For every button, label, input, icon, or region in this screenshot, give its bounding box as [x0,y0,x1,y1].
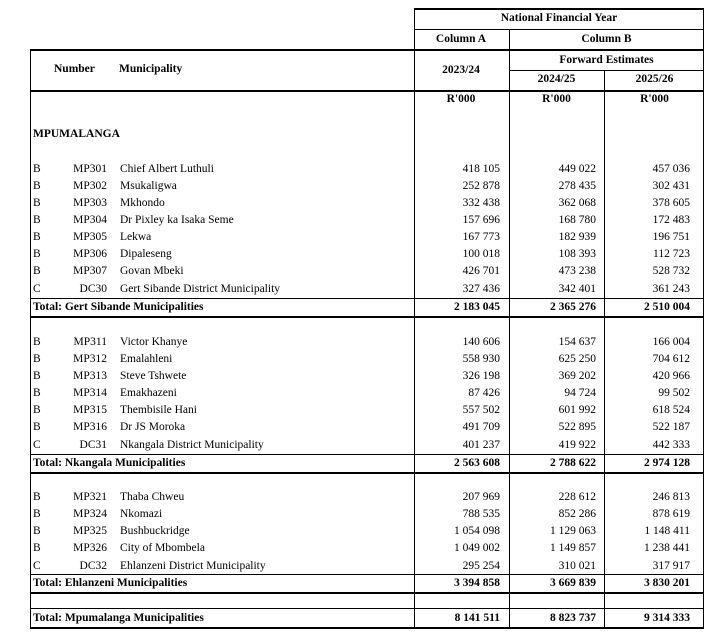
group-total-2023-24: 3 394 858 [454,577,500,589]
row-value-2025-26: 196 751 [652,231,690,243]
row-code: DC30 [79,283,107,295]
row-value-2025-26: 1 148 411 [644,525,690,537]
row-value-2024-25: 94 724 [564,387,596,399]
column-b-heading: Column B [581,33,632,45]
row-value-2024-25: 108 393 [558,248,596,260]
row-value-2023-24: 557 502 [462,404,500,416]
row-code: MP321 [73,491,107,503]
row-code: DC32 [79,560,107,572]
row-value-2024-25: 182 939 [558,231,596,243]
grand-total-bottom-rule [30,627,704,629]
row-municipality-name: Victor Khanye [120,336,188,348]
row-category: B [33,525,41,537]
total-top-rule [30,298,704,299]
row-value-2023-24: 1 054 098 [454,525,500,537]
row-value-2025-26: 302 431 [652,180,690,192]
row-value-2025-26: 457 036 [652,163,690,175]
row-category: B [33,421,41,433]
row-municipality-name: Dr Pixley ka Isaka Seme [120,214,234,226]
row-code: MP314 [73,387,107,399]
row-value-2024-25: 310 021 [558,560,596,572]
row-category: B [33,387,41,399]
row-value-2024-25: 473 238 [558,265,596,277]
group-total-2025-26: 3 830 201 [644,577,690,589]
row-value-2023-24: 326 198 [462,370,500,382]
row-value-2025-26: 528 732 [652,265,690,277]
forward-estimates-heading: Forward Estimates [559,54,654,66]
grand-total-label: Total: Mpumalanga Municipalities [33,612,204,624]
row-value-2024-25: 342 401 [558,283,596,295]
row-value-2024-25: 625 250 [558,353,596,365]
row-category: B [33,231,41,243]
row-value-2025-26: 112 723 [653,248,690,260]
row-value-2023-24: 788 535 [462,508,500,520]
row-municipality-name: Bushbuckridge [120,525,190,537]
row-municipality-name: Govan Mbeki [120,265,184,277]
row-category: B [33,248,41,260]
group-total-label: Total: Ehlanzeni Municipalities [33,577,188,589]
unit-label-b2: R'000 [640,93,669,105]
row-value-2024-25: 419 922 [558,439,596,451]
row-value-2023-24: 332 438 [462,197,500,209]
total-bottom-rule [30,592,704,594]
row-code: MP326 [73,542,107,554]
row-code: MP307 [73,265,107,277]
row-code: MP325 [73,525,107,537]
row-value-2025-26: 172 483 [652,214,690,226]
column-a-heading: Column A [435,33,487,45]
row-value-2024-25: 1 149 857 [550,542,596,554]
row-code: MP305 [73,231,107,243]
row-value-2025-26: 361 243 [652,283,690,295]
forward-estimates-rule [509,70,704,71]
row-municipality-name: Mkhondo [120,197,165,209]
row-value-2024-25: 362 068 [558,197,596,209]
municipality-heading: Municipality [119,63,183,75]
row-value-2025-26: 420 966 [652,370,690,382]
number-heading: Number [54,63,95,75]
group-total-2024-25: 2 365 276 [550,301,596,313]
row-municipality-name: Emalahleni [120,353,173,365]
row-value-2024-25: 369 202 [558,370,596,382]
row-category: B [33,197,41,209]
row-value-2025-26: 442 333 [652,439,690,451]
row-category: B [33,491,41,503]
row-value-2023-24: 295 254 [462,560,500,572]
row-value-2024-25: 168 780 [558,214,596,226]
national-financial-year-heading: National Financial Year [500,12,618,24]
unit-label-a: R'000 [446,93,476,105]
header-bottom-rule [30,90,704,92]
row-value-2024-25: 852 286 [558,508,596,520]
group-total-label: Total: Nkangala Municipalities [33,457,186,469]
row-municipality-name: Emakhazeni [120,387,177,399]
column-b-left-border [509,29,510,628]
row-category: B [33,353,41,365]
group-total-2024-25: 2 788 622 [550,457,596,469]
row-value-2023-24: 87 426 [468,387,500,399]
row-value-2023-24: 426 701 [462,265,500,277]
row-municipality-name: Dipaleseng [120,248,172,260]
row-municipality-name: Thaba Chweu [120,491,185,503]
row-value-2023-24: 100 018 [462,248,500,260]
row-category: C [33,439,41,451]
grand-total-2025-26: 9 314 333 [644,612,690,624]
row-category: B [33,265,41,277]
row-code: DC31 [79,439,107,451]
table-top-rule [30,49,704,51]
row-code: MP306 [73,248,107,260]
row-value-2023-24: 157 696 [462,214,500,226]
row-value-2025-26: 246 813 [652,491,690,503]
row-municipality-name: Msukaligwa [120,180,177,192]
row-code: MP301 [73,163,107,175]
row-value-2024-25: 601 992 [558,404,596,416]
grand-total-top-rule [30,608,704,609]
row-municipality-name: Chief Albert Luthuli [120,163,214,175]
row-value-2023-24: 1 049 002 [454,542,500,554]
row-value-2024-25: 228 612 [558,491,596,503]
province-heading: MPUMALANGA [33,128,120,140]
row-category: B [33,163,41,175]
row-code: MP316 [73,421,107,433]
row-municipality-name: Steve Tshwete [120,370,187,382]
row-value-2025-26: 166 004 [652,336,690,348]
row-value-2025-26: 99 502 [658,387,690,399]
column-b2-left-border [604,70,605,628]
row-municipality-name: Dr JS Moroka [120,421,186,433]
row-value-2025-26: 522 187 [652,421,690,433]
row-category: C [33,560,41,572]
row-value-2023-24: 401 237 [462,439,500,451]
row-value-2025-26: 317 917 [652,560,690,572]
row-category: B [33,370,41,382]
row-value-2023-24: 558 930 [462,353,500,365]
row-code: MP313 [73,370,107,382]
year-b1-heading: 2024/25 [537,73,576,85]
row-municipality-name: Ehlanzeni District Municipality [120,560,266,572]
year-b2-heading: 2025/26 [635,73,674,85]
total-top-rule [30,454,704,455]
row-value-2024-25: 154 637 [558,336,596,348]
row-municipality-name: City of Mbombela [120,542,205,554]
row-code: MP324 [73,508,107,520]
right-border [703,8,704,628]
group-total-label: Total: Gert Sibande Municipalities [33,301,204,313]
group-total-2023-24: 2 183 045 [454,301,500,313]
year-a-heading: 2023/24 [442,64,480,76]
grand-total-2023-24: 8 141 511 [454,612,500,624]
row-municipality-name: Gert Sibande District Municipality [120,283,281,295]
total-bottom-rule [30,316,704,318]
row-value-2023-24: 252 878 [462,180,500,192]
row-value-2024-25: 1 129 063 [550,525,596,537]
group-total-2025-26: 2 510 004 [644,301,690,313]
group-total-2024-25: 3 669 839 [550,577,596,589]
row-code: MP303 [73,197,107,209]
total-bottom-rule [30,472,704,474]
row-municipality-name: Nkomazi [120,508,163,520]
row-value-2025-26: 618 524 [652,404,690,416]
row-code: MP311 [73,336,107,348]
row-code: MP315 [73,404,107,416]
grand-total-2024-25: 8 823 737 [550,612,596,624]
row-value-2023-24: 167 773 [462,231,500,243]
group-total-2023-24: 2 563 608 [454,457,500,469]
row-value-2025-26: 378 605 [652,197,690,209]
row-value-2023-24: 418 105 [462,163,500,175]
row-category: B [33,404,41,416]
row-value-2024-25: 449 022 [558,163,596,175]
total-top-rule [30,574,704,575]
row-value-2025-26: 1 238 441 [644,542,690,554]
row-value-2025-26: 704 612 [652,353,690,365]
row-code: MP304 [73,214,107,226]
row-municipality-name: Thembisile Hani [120,404,197,416]
unit-label-b1: R'000 [542,93,571,105]
row-value-2023-24: 491 709 [462,421,500,433]
row-code: MP302 [73,180,107,192]
row-category: B [33,542,41,554]
column-a-left-border [414,8,415,628]
group-total-2025-26: 2 974 128 [644,457,690,469]
row-value-2024-25: 278 435 [558,180,596,192]
row-code: MP312 [73,353,107,365]
row-category: B [33,336,41,348]
row-value-2025-26: 878 619 [652,508,690,520]
row-value-2023-24: 140 606 [462,336,500,348]
header-top-rule [414,8,704,10]
row-category: B [33,214,41,226]
row-municipality-name: Lekwa [120,231,152,243]
row-category: B [33,508,41,520]
row-value-2023-24: 327 436 [462,283,500,295]
row-category: B [33,180,41,192]
left-border [30,49,31,628]
row-category: C [33,283,41,295]
header-rule [414,29,704,30]
row-municipality-name: Nkangala District Municipality [120,439,264,451]
row-value-2024-25: 522 895 [558,421,596,433]
row-value-2023-24: 207 969 [462,491,500,503]
